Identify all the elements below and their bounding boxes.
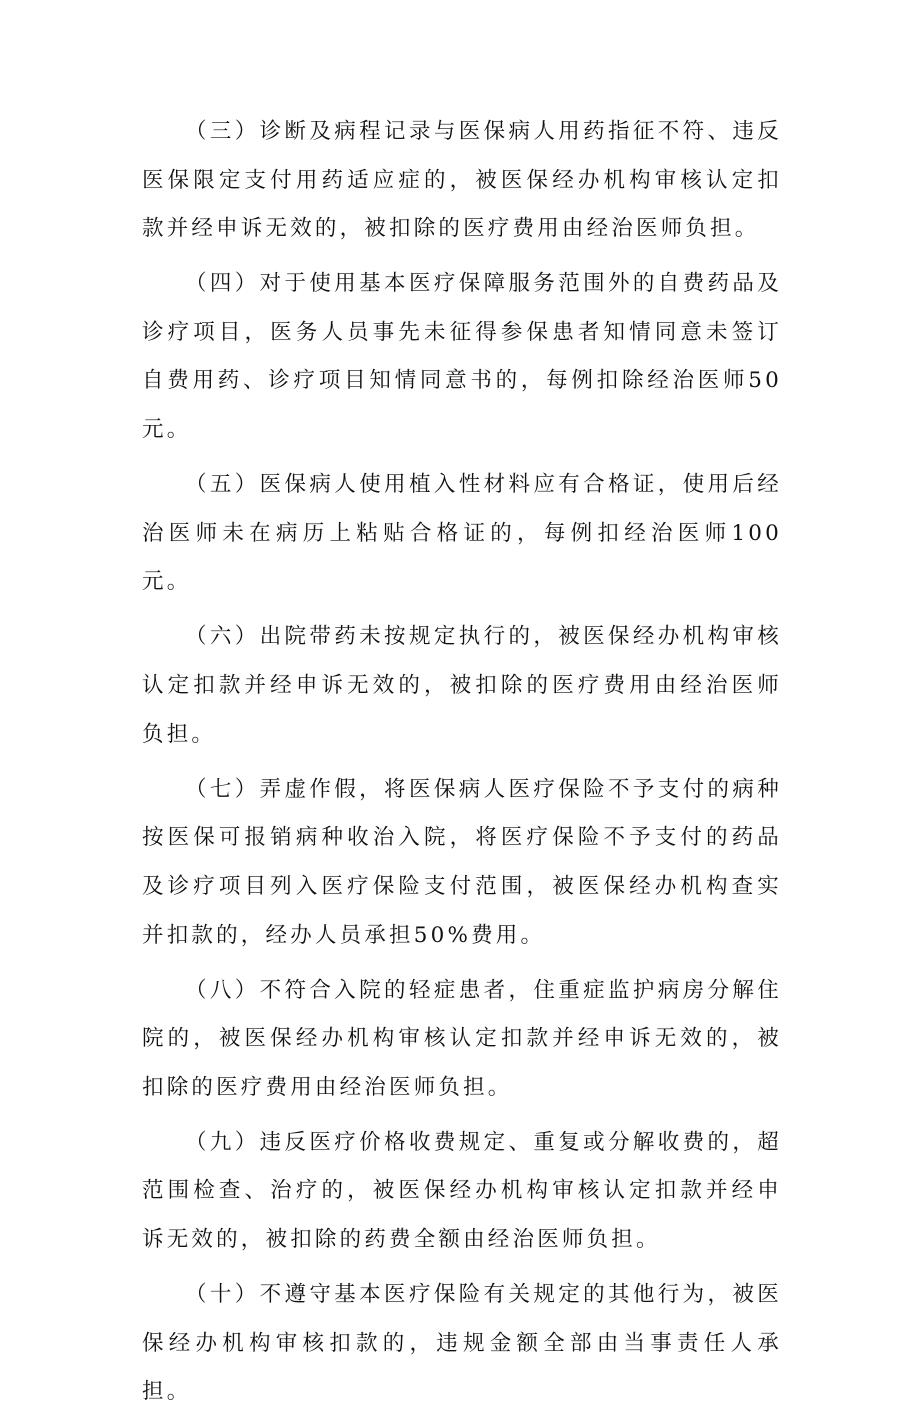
- paragraph-9: （九）违反医疗价格收费规定、重复或分解收费的，超范围检查、治疗的，被医保经办机构审核认定扣款并经申诉无效的，被扣除的药费全额由经治医师负担。: [142, 1129, 782, 1253]
- paragraph-3: （三）诊断及病程记录与医保病人用药指征不符、违反医保限定支付用药适应症的，被医保经办机构审核认定扣款并经申诉无效的，被扣除的医疗费用由经治医师负担。: [142, 119, 782, 242]
- paragraph-6: （六）出院带药未按规定执行的，被医保经办机构审核认定扣款并经申诉无效的，被扣除的医疗费用由经治医师负担。: [142, 624, 782, 747]
- paragraph-5: （五）医保病人使用植入性材料应有合格证，使用后经治医师未在病历上粘贴合格证的，每例扣经治医师100元。: [142, 472, 782, 595]
- paragraph-4: （四）对于使用基本医疗保障服务范围外的自费药品及诊疗项目，医务人员事先未征得参保患者知情同意未签订自费用药、诊疗项目知情同意书的，每例扣除经治医师50元。: [142, 271, 782, 443]
- paragraph-10: （十）不遵守基本医疗保险有关规定的其他行为，被医保经办机构审核扣款的，违规金额全部由当事责任人承担。: [142, 1282, 782, 1405]
- paragraph-7: （七）弄虚作假，将医保病人医疗保险不予支付的病种按医保可报销病种收治入院，将医疗保险不予支付的药品及诊疗项目列入医疗保险支付范围，被医保经办机构查实并扣款的，经办人员承担50%费用。: [142, 776, 782, 948]
- paragraph-8: （八）不符合入院的轻症患者，住重症监护病房分解住院的，被医保经办机构审核认定扣款并经申诉无效的，被扣除的医疗费用由经治医师负担。: [142, 977, 782, 1100]
